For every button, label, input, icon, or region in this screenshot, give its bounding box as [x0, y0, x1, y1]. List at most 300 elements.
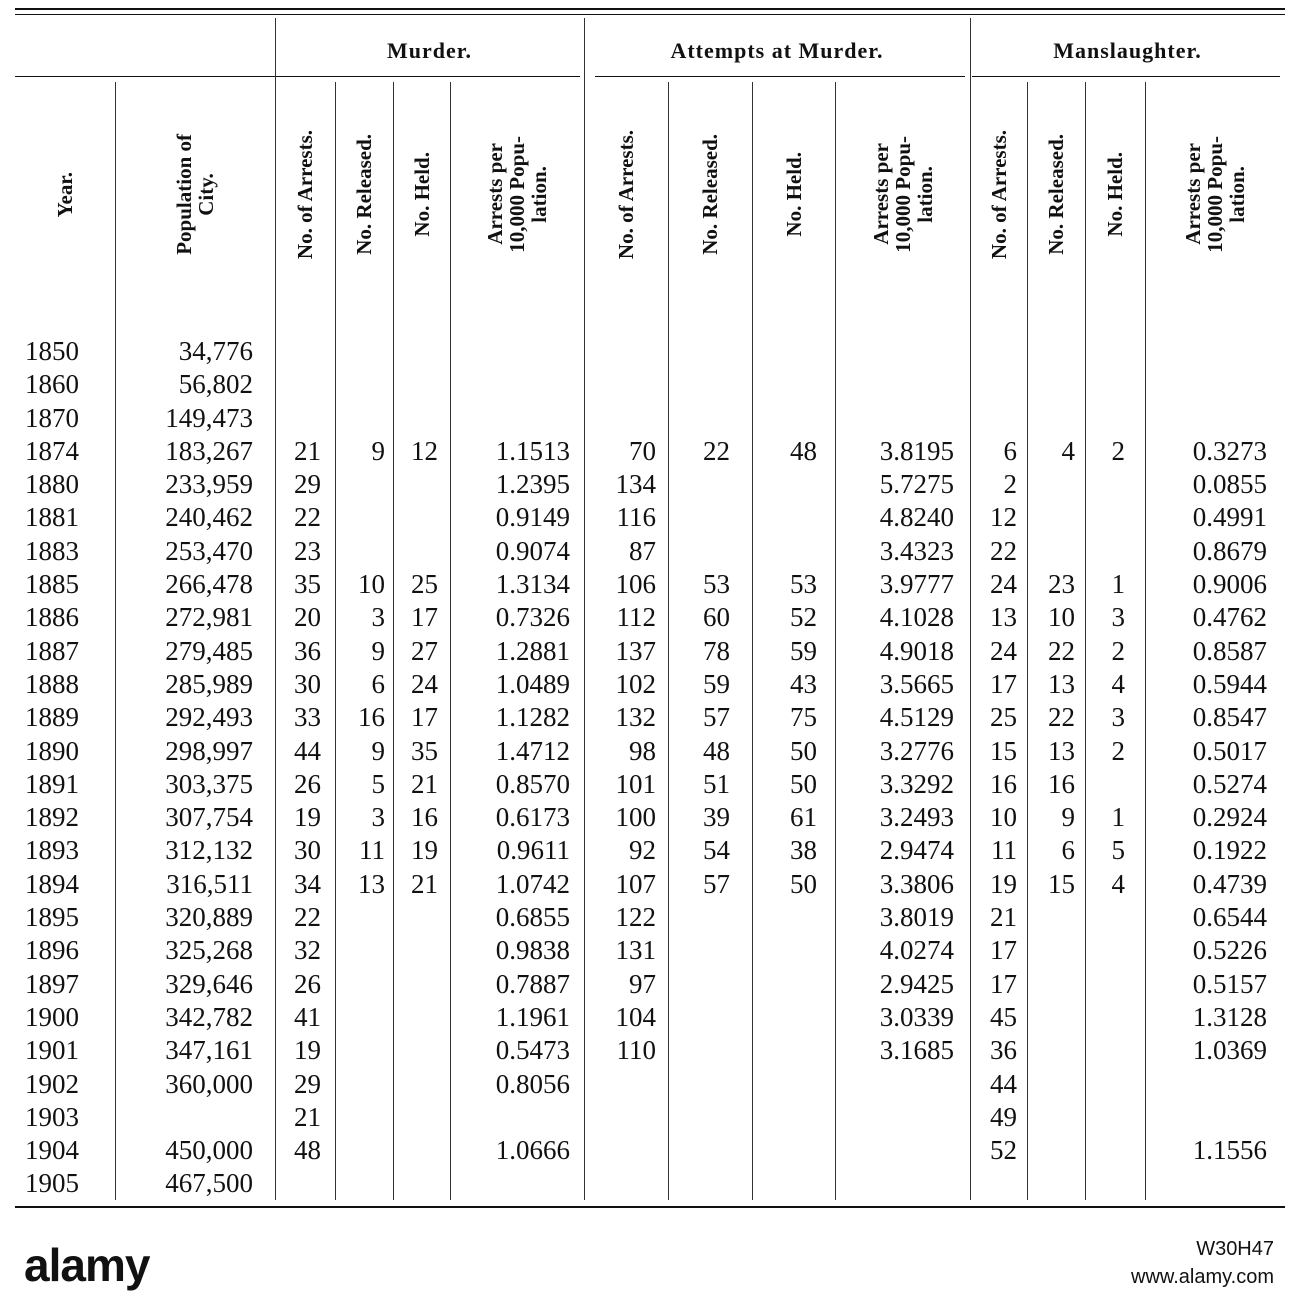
table-row [0, 601, 1300, 634]
cell-attempts-held: 50 [790, 768, 817, 799]
table-row [0, 635, 1300, 668]
cell-murder-rate: 1.2395 [495, 469, 570, 500]
table-row [0, 968, 1300, 1001]
column-header-murder-held [393, 82, 450, 307]
cell-murder-released: 13 [358, 868, 385, 899]
cell-attempts-arrests: 92 [629, 835, 656, 866]
cell-murder-rate: 1.0666 [495, 1135, 570, 1166]
cell-manslaughter-released: 9 [1061, 802, 1075, 833]
cell-murder-released: 9 [371, 435, 385, 466]
table-row [0, 1134, 1300, 1167]
cell-attempts-held: 75 [790, 702, 817, 733]
cell-population: 342,782 [165, 1001, 253, 1032]
table-row [0, 934, 1300, 967]
cell-murder-rate: 1.1513 [495, 435, 570, 466]
cell-murder-released: 6 [371, 668, 385, 699]
column-header-label: No. Released. [352, 134, 376, 255]
cell-attempts-rate: 3.0339 [879, 1001, 954, 1032]
cell-manslaughter-held: 2 [1111, 735, 1125, 766]
cell-murder-arrests: 23 [294, 535, 321, 566]
cell-population: 34,776 [178, 336, 253, 366]
cell-manslaughter-rate: 0.2924 [1192, 802, 1267, 833]
cell-manslaughter-arrests: 19 [990, 868, 1017, 899]
group-header-manslaughter: Manslaughter. [1053, 38, 1202, 63]
cell-year: 1901 [25, 1035, 79, 1066]
cell-manslaughter-released: 15 [1048, 868, 1075, 899]
cell-attempts-released: 53 [703, 569, 730, 600]
cell-manslaughter-arrests: 52 [990, 1135, 1017, 1166]
cell-murder-rate: 1.2881 [495, 635, 570, 666]
cell-manslaughter-released: 23 [1048, 569, 1075, 600]
cell-murder-held: 21 [411, 768, 438, 799]
cell-manslaughter-rate: 0.5274 [1192, 768, 1267, 799]
cell-attempts-rate: 3.8195 [879, 435, 954, 466]
watermark-image-id: W30H47 [1196, 1238, 1274, 1260]
cell-manslaughter-arrests: 45 [990, 1001, 1017, 1032]
cell-year: 1893 [25, 835, 79, 866]
cell-murder-held: 35 [411, 735, 438, 766]
cell-population: 450,000 [165, 1135, 253, 1166]
cell-murder-rate: 0.8056 [495, 1068, 570, 1099]
cell-manslaughter-rate: 0.3273 [1192, 435, 1267, 466]
column-header-attempts-held [752, 82, 835, 307]
cell-attempts-arrests: 100 [615, 802, 656, 833]
cell-murder-arrests: 19 [294, 802, 321, 833]
cell-population: 360,000 [165, 1068, 253, 1099]
cell-year: 1889 [25, 702, 79, 733]
column-header-attempts-rate [835, 82, 970, 307]
table-row [0, 834, 1300, 867]
cell-manslaughter-arrests: 15 [990, 735, 1017, 766]
cell-manslaughter-arrests: 24 [990, 569, 1017, 600]
column-header-label: Population of City. [172, 134, 218, 255]
column-header-label: No. Held. [1103, 152, 1127, 237]
cell-year: 1888 [25, 668, 79, 699]
column-header-label: No. of Arrests. [614, 129, 638, 260]
cell-manslaughter-rate: 0.4991 [1192, 502, 1267, 533]
cell-murder-released: 10 [358, 569, 385, 600]
cell-attempts-released: 51 [703, 768, 730, 799]
cell-attempts-rate: 3.5665 [879, 668, 954, 699]
table-row [0, 368, 1300, 401]
cell-manslaughter-rate: 0.5944 [1192, 668, 1267, 699]
manslaughter-underline [972, 76, 1280, 77]
cell-attempts-arrests: 110 [616, 1035, 656, 1066]
cell-murder-arrests: 30 [294, 668, 321, 699]
cell-manslaughter-released: 22 [1048, 635, 1075, 666]
column-header-attempts-released [668, 82, 752, 307]
cell-year: 1900 [25, 1001, 79, 1032]
column-header-label: No. of Arrests. [293, 129, 317, 260]
cell-population: 240,462 [165, 502, 253, 533]
cell-attempts-held: 50 [790, 868, 817, 899]
column-header-label: No. Released. [1044, 134, 1068, 255]
cell-attempts-rate: 3.3292 [879, 768, 954, 799]
top-rule [15, 8, 1285, 10]
cell-attempts-released: 48 [703, 735, 730, 766]
cell-attempts-held: 50 [790, 735, 817, 766]
cell-manslaughter-held: 5 [1111, 835, 1125, 866]
cell-murder-arrests: 33 [294, 702, 321, 733]
cell-manslaughter-released: 13 [1048, 735, 1075, 766]
cell-murder-arrests: 21 [294, 435, 321, 466]
cell-manslaughter-rate: 0.4762 [1192, 602, 1267, 633]
cell-attempts-arrests: 102 [615, 668, 656, 699]
cell-year: 1894 [25, 868, 79, 899]
cell-manslaughter-arrests: 16 [990, 768, 1017, 799]
cell-murder-released: 3 [371, 802, 385, 833]
cell-murder-released: 5 [371, 768, 385, 799]
cell-population: 307,754 [165, 802, 253, 833]
cell-attempts-arrests: 122 [615, 902, 656, 933]
cell-murder-arrests: 22 [294, 902, 321, 933]
cell-manslaughter-arrests: 36 [990, 1035, 1017, 1066]
column-header-label: Arrests per 10,000 Popu- lation. [868, 136, 937, 253]
column-header-manslaughter-held [1085, 82, 1145, 307]
cell-attempts-released: 57 [703, 702, 730, 733]
cell-attempts-arrests: 106 [615, 569, 656, 600]
cell-year: 1897 [25, 968, 79, 999]
cell-manslaughter-arrests: 25 [990, 702, 1017, 733]
column-header-label: No. Held. [781, 152, 806, 237]
cell-murder-rate: 1.0489 [495, 668, 570, 699]
cell-murder-arrests: 20 [294, 602, 321, 633]
cell-manslaughter-held: 2 [1111, 435, 1125, 466]
cell-attempts-held: 52 [790, 602, 817, 633]
cell-manslaughter-released: 10 [1048, 602, 1075, 633]
cell-manslaughter-released: 4 [1061, 435, 1075, 466]
cell-attempts-arrests: 134 [615, 469, 656, 500]
cell-murder-arrests: 48 [294, 1135, 321, 1166]
cell-year: 1905 [25, 1168, 79, 1199]
cell-murder-arrests: 35 [294, 569, 321, 600]
table-row [0, 1167, 1300, 1200]
cell-murder-released: 3 [371, 602, 385, 633]
cell-attempts-released: 57 [703, 868, 730, 899]
cell-population: 303,375 [165, 768, 253, 799]
cell-manslaughter-arrests: 17 [990, 935, 1017, 966]
cell-murder-released: 9 [371, 635, 385, 666]
cell-manslaughter-arrests: 11 [991, 835, 1017, 866]
cell-manslaughter-held: 3 [1111, 602, 1125, 633]
column-header-label: Arrests per 10,000 Popu- lation. [483, 136, 551, 253]
bottom-rule [15, 1206, 1285, 1208]
cell-murder-held: 27 [411, 635, 438, 666]
cell-murder-arrests: 34 [294, 868, 321, 899]
cell-manslaughter-rate: 0.9006 [1192, 569, 1267, 600]
cell-murder-held: 24 [411, 668, 438, 699]
cell-murder-rate: 1.4712 [495, 735, 570, 766]
cell-murder-rate: 0.9074 [495, 535, 570, 566]
cell-murder-arrests: 44 [294, 735, 321, 766]
cell-manslaughter-rate: 0.5157 [1192, 968, 1267, 999]
table-row [0, 335, 1300, 368]
cell-manslaughter-arrests: 17 [990, 968, 1017, 999]
column-header-label: Year. [53, 171, 77, 218]
column-header-murder-arrests [275, 82, 335, 307]
column-header-attempts-arrests [584, 82, 668, 307]
column-header-population [115, 82, 275, 307]
cell-attempts-arrests: 137 [615, 635, 656, 666]
table-row [0, 1001, 1300, 1034]
cell-manslaughter-rate: 0.1922 [1192, 835, 1267, 866]
cell-murder-arrests: 36 [294, 635, 321, 666]
cell-population: 183,267 [165, 435, 253, 466]
cell-attempts-rate: 3.1685 [879, 1035, 954, 1066]
group-header-murder: Murder. [386, 38, 472, 63]
cell-manslaughter-held: 3 [1111, 702, 1125, 733]
cell-manslaughter-arrests: 2 [1003, 469, 1017, 500]
table-row [0, 735, 1300, 768]
cell-attempts-rate: 4.8240 [879, 502, 954, 533]
cell-year: 1895 [25, 902, 79, 933]
table-row [0, 535, 1300, 568]
cell-year: 1850 [25, 336, 79, 366]
cell-year: 1904 [25, 1135, 79, 1166]
table-row [0, 402, 1300, 435]
cell-murder-rate: 1.0742 [495, 868, 570, 899]
cell-attempts-held: 38 [790, 835, 817, 866]
cell-population: 149,473 [165, 402, 253, 433]
cell-attempts-arrests: 70 [629, 435, 656, 466]
watermark-strip [0, 1218, 1300, 1308]
cell-murder-held: 21 [411, 868, 438, 899]
group-header-attempts: Attempts at Murder. [670, 38, 884, 63]
cell-manslaughter-arrests: 21 [990, 902, 1017, 933]
column-header-label: Arrests per 10,000 Popu- lation. [1181, 136, 1249, 253]
cell-manslaughter-held: 4 [1111, 868, 1125, 899]
column-header-year [15, 82, 115, 307]
column-header-label: No. of Arrests. [986, 129, 1011, 260]
cell-manslaughter-rate: 1.1556 [1192, 1135, 1267, 1166]
cell-attempts-arrests: 104 [615, 1001, 656, 1032]
cell-population: 266,478 [165, 569, 253, 600]
cell-year: 1860 [25, 369, 79, 400]
column-header-label: No. Held. [409, 152, 434, 237]
cell-year: 1885 [25, 569, 79, 600]
cell-attempts-arrests: 112 [616, 602, 656, 633]
cell-attempts-arrests: 87 [629, 535, 656, 566]
table-row [0, 901, 1300, 934]
cell-manslaughter-rate: 0.8547 [1192, 702, 1267, 733]
cell-manslaughter-rate: 0.4739 [1192, 868, 1267, 899]
column-header-manslaughter-rate [1145, 82, 1285, 307]
attempts-underline [595, 76, 965, 77]
cell-attempts-arrests: 98 [629, 735, 656, 766]
cell-manslaughter-arrests: 10 [990, 802, 1017, 833]
cell-attempts-arrests: 97 [629, 968, 656, 999]
cell-murder-arrests: 29 [294, 1068, 321, 1099]
cell-murder-released: 16 [358, 702, 385, 733]
cell-murder-arrests: 22 [294, 502, 321, 533]
cell-murder-rate: 0.6173 [495, 802, 570, 833]
cell-attempts-released: 39 [703, 802, 730, 833]
cell-manslaughter-arrests: 24 [990, 635, 1017, 666]
cell-population: 347,161 [165, 1035, 253, 1066]
cell-murder-arrests: 26 [294, 968, 321, 999]
cell-attempts-held: 53 [790, 569, 817, 600]
cell-attempts-held: 48 [790, 435, 817, 466]
cell-murder-rate: 0.9149 [495, 502, 570, 533]
table-row [0, 1034, 1300, 1067]
cell-manslaughter-rate: 0.0855 [1192, 469, 1267, 500]
cell-attempts-held: 61 [790, 802, 817, 833]
cell-murder-rate: 0.6855 [495, 902, 570, 933]
cell-population: 467,500 [165, 1168, 253, 1199]
cell-murder-held: 17 [411, 702, 438, 733]
cell-attempts-released: 78 [703, 635, 730, 666]
cell-manslaughter-held: 1 [1111, 802, 1125, 833]
cell-manslaughter-released: 22 [1048, 702, 1075, 733]
cell-attempts-rate: 3.2776 [879, 735, 954, 766]
cell-year: 1880 [25, 469, 79, 500]
cell-murder-rate: 0.7326 [495, 602, 570, 633]
cell-murder-rate: 0.9611 [496, 835, 570, 866]
cell-attempts-rate: 4.5129 [879, 702, 954, 733]
table-row [0, 668, 1300, 701]
cell-attempts-released: 60 [703, 602, 730, 633]
cell-attempts-rate: 3.2493 [879, 802, 954, 833]
watermark-url: www.alamy.com [1131, 1266, 1274, 1288]
cell-murder-arrests: 29 [294, 469, 321, 500]
cell-attempts-arrests: 132 [615, 702, 656, 733]
cell-attempts-rate: 3.4323 [879, 535, 954, 566]
cell-murder-arrests: 19 [294, 1035, 321, 1066]
cell-attempts-held: 43 [790, 668, 817, 699]
cell-population: 292,493 [165, 702, 253, 733]
table-body [0, 335, 1300, 1201]
table-row [0, 701, 1300, 734]
cell-attempts-released: 54 [703, 835, 730, 866]
cell-manslaughter-rate: 0.5226 [1192, 935, 1267, 966]
cell-attempts-released: 22 [703, 435, 730, 466]
cell-attempts-rate: 2.9425 [879, 968, 954, 999]
cell-manslaughter-arrests: 17 [990, 668, 1017, 699]
cell-population: 298,997 [165, 735, 253, 766]
table-row [0, 435, 1300, 468]
cell-murder-rate: 1.3134 [495, 569, 570, 600]
cell-attempts-rate: 3.3806 [879, 868, 954, 899]
murder-underline [275, 76, 580, 77]
cell-attempts-held: 59 [790, 635, 817, 666]
table-row [0, 501, 1300, 534]
cell-population: 56,802 [178, 369, 253, 400]
cell-manslaughter-arrests: 6 [1003, 435, 1017, 466]
cell-population: 233,959 [165, 469, 253, 500]
column-header-murder-released [335, 82, 393, 307]
cell-murder-arrests: 41 [294, 1001, 321, 1032]
cell-manslaughter-held: 2 [1111, 635, 1125, 666]
cell-manslaughter-released: 16 [1048, 768, 1075, 799]
cell-attempts-arrests: 107 [615, 868, 656, 899]
cell-manslaughter-rate: 1.3128 [1192, 1001, 1267, 1032]
table-row [0, 868, 1300, 901]
column-header-murder-rate [450, 82, 584, 307]
cell-year: 1883 [25, 535, 79, 566]
cell-murder-arrests: 32 [294, 935, 321, 966]
cell-year: 1870 [25, 402, 79, 433]
cell-manslaughter-arrests: 49 [990, 1101, 1017, 1132]
cell-year: 1896 [25, 935, 79, 966]
cell-year: 1887 [25, 635, 79, 666]
cell-population: 316,511 [166, 868, 253, 899]
cell-manslaughter-rate: 1.0369 [1192, 1035, 1267, 1066]
cell-population: 325,268 [165, 935, 253, 966]
cell-murder-held: 19 [411, 835, 438, 866]
cell-manslaughter-held: 4 [1111, 668, 1125, 699]
cell-manslaughter-rate: 0.6544 [1192, 902, 1267, 933]
table-row [0, 468, 1300, 501]
cell-year: 1874 [25, 435, 79, 466]
table-row [0, 1068, 1300, 1101]
cell-manslaughter-held: 1 [1111, 569, 1125, 600]
cell-manslaughter-arrests: 44 [990, 1068, 1017, 1099]
cell-attempts-rate: 3.9777 [879, 569, 954, 600]
cell-murder-held: 16 [411, 802, 438, 833]
cell-attempts-rate: 3.8019 [879, 902, 954, 933]
cell-manslaughter-rate: 0.8679 [1192, 535, 1267, 566]
cell-population: 285,989 [165, 668, 253, 699]
cell-manslaughter-rate: 0.8587 [1192, 635, 1267, 666]
cell-population: 253,470 [165, 535, 253, 566]
cell-manslaughter-rate: 0.5017 [1192, 735, 1267, 766]
table-row [0, 801, 1300, 834]
cell-attempts-arrests: 131 [615, 935, 656, 966]
table-row [0, 768, 1300, 801]
cell-attempts-rate: 4.9018 [879, 635, 954, 666]
column-header-label: No. Released. [698, 134, 722, 255]
header-underline-left [15, 76, 275, 77]
cell-manslaughter-released: 6 [1061, 835, 1075, 866]
cell-attempts-rate: 4.0274 [879, 935, 954, 966]
cell-murder-arrests: 21 [294, 1101, 321, 1132]
cell-manslaughter-arrests: 22 [990, 535, 1017, 566]
cell-attempts-rate: 2.9474 [879, 835, 954, 866]
cell-population: 320,889 [165, 902, 253, 933]
cell-murder-arrests: 26 [294, 768, 321, 799]
cell-attempts-arrests: 101 [615, 768, 656, 799]
cell-murder-released: 11 [359, 835, 385, 866]
cell-murder-held: 25 [411, 569, 438, 600]
cell-population: 279,485 [165, 635, 253, 666]
cell-attempts-rate: 5.7275 [879, 469, 954, 500]
cell-murder-rate: 0.9838 [495, 935, 570, 966]
watermark-logo: alamy [24, 1239, 150, 1291]
cell-year: 1903 [25, 1101, 79, 1132]
cell-population: 312,132 [165, 835, 253, 866]
cell-murder-rate: 0.5473 [495, 1035, 570, 1066]
cell-population: 272,981 [165, 602, 253, 633]
cell-murder-arrests: 30 [294, 835, 321, 866]
cell-year: 1890 [25, 735, 79, 766]
cell-murder-rate: 0.8570 [495, 768, 570, 799]
cell-murder-released: 9 [371, 735, 385, 766]
cell-attempts-released: 59 [703, 668, 730, 699]
cell-manslaughter-arrests: 12 [990, 502, 1017, 533]
cell-year: 1902 [25, 1068, 79, 1099]
column-header-manslaughter-released [1027, 82, 1085, 307]
table-row [0, 1101, 1300, 1134]
cell-manslaughter-released: 13 [1048, 668, 1075, 699]
cell-murder-rate: 0.7887 [495, 968, 570, 999]
column-header-manslaughter-arrests [970, 82, 1027, 307]
cell-murder-held: 17 [411, 602, 438, 633]
cell-manslaughter-arrests: 13 [990, 602, 1017, 633]
table-row [0, 568, 1300, 601]
cell-murder-rate: 1.1961 [495, 1001, 570, 1032]
cell-year: 1891 [25, 768, 79, 799]
cell-murder-held: 12 [411, 435, 438, 466]
